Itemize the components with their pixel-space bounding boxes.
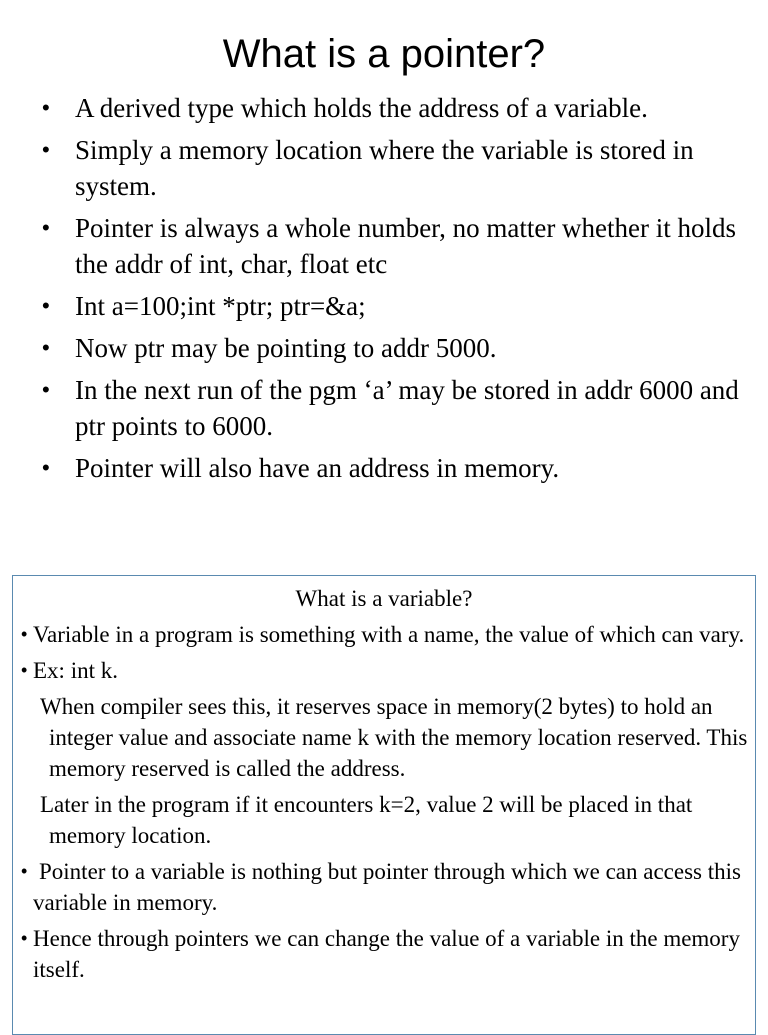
variable-text-box — [12, 575, 756, 1035]
bullet-text: Variable in a program is something with a name, the value of which can vary. — [33, 622, 745, 647]
bullet-dot: • — [42, 455, 50, 480]
variable-bullet-list — [21, 619, 749, 990]
bullet-dot: • — [42, 95, 50, 120]
list-item — [40, 450, 740, 486]
bullet-dot: • — [42, 215, 50, 240]
list-item — [40, 330, 740, 366]
slide-title: What is a pointer? — [222, 32, 546, 76]
list-item — [40, 90, 740, 126]
bullet-text: Ex: int k. — [33, 658, 118, 683]
list-item — [40, 372, 740, 444]
list-item — [21, 856, 749, 918]
list-item — [21, 923, 749, 985]
pointer-bullet-list — [40, 90, 740, 492]
list-item — [40, 210, 740, 282]
box-title: What is a variable? — [295, 586, 473, 611]
bullet-dot: • — [21, 624, 28, 644]
list-item — [40, 132, 740, 204]
bullet-text: In the next run of the pgm ‘a’ may be stored in addr 6000 and ptr points to 6000. — [75, 375, 739, 441]
bullet-text: Pointer is always a whole number, no matter whether it holds the addr of int, char, float etc — [75, 213, 737, 279]
bullet-text: A derived type which holds the address of a variable. — [75, 93, 648, 123]
bullet-dot: • — [21, 928, 28, 948]
bullet-dot: • — [21, 861, 28, 881]
bullet-text: Pointer will also have an address in memory. — [75, 453, 560, 483]
bullet-text: Int a=100;int *ptr; ptr=&a; — [75, 291, 366, 321]
bullet-text: Hence through pointers we can change the value of a variable in the memory itself. — [33, 926, 740, 982]
list-item — [21, 619, 749, 650]
bullet-dot: • — [42, 335, 50, 360]
bullet-dot: • — [42, 377, 50, 402]
list-item — [40, 288, 740, 324]
bullet-dot: • — [42, 293, 50, 318]
bullet-dot: • — [42, 137, 50, 162]
paragraph: When compiler sees this, it reserves space in memory(2 bytes) to hold an integer value and associate name k with the memory location reserved. This memory reserved is called the address. — [40, 694, 748, 781]
list-item — [21, 655, 749, 686]
bullet-text: Pointer to a variable is nothing but pointer through which we can access this variable in memory. — [33, 859, 741, 915]
bullet-text: Simply a memory location where the variable is stored in system. — [75, 135, 694, 201]
bullet-dot: • — [21, 660, 28, 680]
paragraph: Later in the program if it encounters k=2, value 2 will be placed in that memory location. — [40, 792, 693, 848]
bullet-text: Now ptr may be pointing to addr 5000. — [75, 333, 497, 363]
